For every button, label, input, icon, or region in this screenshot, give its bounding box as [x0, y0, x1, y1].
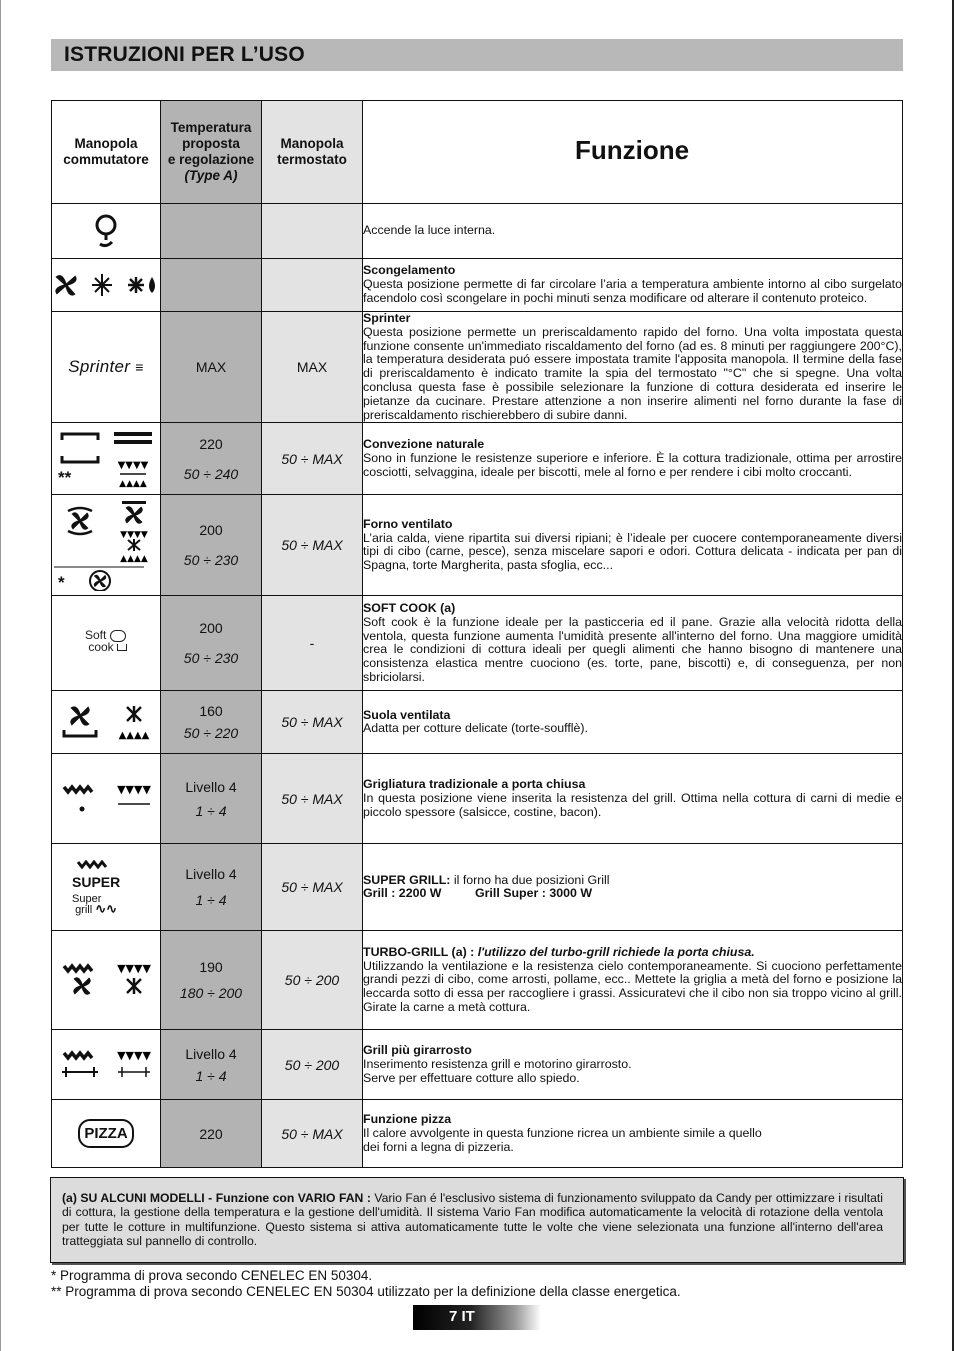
temperature-cell: [161, 423, 262, 495]
header-function-title: Funzione: [575, 134, 690, 165]
temperature-cell: [161, 754, 262, 844]
grill-element-icon: [64, 787, 92, 792]
fan-ring-icon: [68, 508, 92, 534]
function-icon-cell: [52, 1100, 161, 1168]
description-text: Questa posizione permette di far circolare l’aria a temperatura ambiente intorno al cibo surgelato facendolo così scongelare in pochi minuti senza modificare od alterare il contenuto proteico.: [363, 277, 902, 305]
temperature-range: 1 ÷ 4: [195, 1067, 227, 1084]
section-header: [51, 39, 903, 71]
lightbulb-icon: [91, 213, 121, 249]
note-title: (a) SU ALCUNI MODELLI - Funzione con VARIO FAN :: [62, 1191, 371, 1205]
turbo-grill-icons: [54, 960, 158, 1000]
thermostat-value: 50 ÷ MAX: [281, 450, 343, 467]
description-text: dei forni a legna di pizzeria.: [363, 1139, 514, 1154]
function-icon-cell: [52, 596, 161, 691]
header-text: commutatore: [63, 152, 149, 167]
description-title: TURBO-GRILL (a) :: [363, 944, 475, 959]
grill-element-icon: [76, 860, 120, 872]
description-text: Adatta per cotture delicate (torte-soufflè).: [363, 721, 588, 736]
thermostat-value: MAX: [296, 359, 328, 376]
temperature-cell: [161, 259, 262, 312]
function-icon-cell: [52, 312, 161, 423]
table-row: [52, 844, 903, 931]
bottom-element-icon: [62, 456, 98, 462]
function-description: [363, 423, 903, 495]
function-description: [363, 691, 903, 754]
function-description: [363, 596, 903, 691]
function-description: [363, 312, 903, 423]
header-thermostat: [262, 101, 363, 204]
svg-text:▲▲▲▲: ▲▲▲▲: [120, 554, 148, 565]
soft-cook-icon: [85, 630, 127, 653]
description-text: Accende la luce interna.: [363, 223, 496, 238]
description-title: Forno ventilato: [363, 516, 453, 531]
thermostat-cell: [262, 423, 363, 495]
thermostat-value: 50 ÷ MAX: [281, 1125, 343, 1142]
table-row: [52, 312, 903, 423]
section-title: ISTRUZIONI PER L’USO: [64, 43, 305, 66]
svg-text:▼▼▼▼: ▼▼▼▼: [117, 459, 149, 471]
temperature-value: Livello 4: [185, 1045, 237, 1062]
function-icon-cell: [52, 495, 161, 596]
table-row: [52, 423, 903, 495]
soft-cook-label: cook: [88, 640, 114, 655]
snowflake-drop-icon: [128, 277, 155, 293]
function-description: [363, 495, 903, 596]
table-row: [52, 931, 903, 1030]
svg-text:▼▼▼▼: ▼▼▼▼: [120, 530, 148, 541]
table-row: [52, 259, 903, 312]
description-title: Grill più girarrosto: [363, 1043, 472, 1058]
description-note: l'utilizzo del turbo-grill richiede la porta chiusa.: [474, 944, 755, 959]
function-icon-cell: [52, 1030, 161, 1100]
description-title: SOFT COOK (a): [363, 600, 456, 615]
header-text: termostato: [277, 152, 347, 167]
top-element-icon: [62, 434, 98, 440]
sprinter-icon: [52, 357, 160, 377]
temperature-range: 1 ÷ 4: [195, 802, 227, 819]
header-text: Manopola: [74, 136, 138, 151]
grill-icons: [54, 779, 158, 819]
temperature-value: 200: [199, 522, 223, 539]
grill-rotisserie-icons: [54, 1047, 158, 1083]
super-grill-label: grill: [75, 903, 93, 916]
thermostat-cell: [262, 204, 363, 259]
header-text: Temperatura: [170, 120, 252, 135]
super-label: SUPER: [72, 873, 121, 890]
pizza-icon: [78, 1119, 133, 1148]
function-description: [363, 754, 903, 844]
header-text: (Type A): [184, 168, 238, 183]
footnote: ** Programma di prova secondo CENELEC EN 50304 utilizzato per la definizione della classe energetica.: [51, 1284, 681, 1299]
function-icon-cell: [52, 423, 161, 495]
temperature-cell: [161, 844, 262, 931]
fan-oven-icons: [54, 499, 158, 591]
temperature-value: 200: [199, 620, 223, 637]
temperature-value: Livello 4: [185, 866, 237, 883]
table-row: [52, 204, 903, 259]
function-description: [363, 844, 903, 931]
header-function: [363, 101, 903, 204]
temperature-range: 1 ÷ 4: [195, 892, 227, 909]
temperature-cell: [161, 312, 262, 423]
thermostat-value: 50 ÷ MAX: [281, 879, 343, 896]
description-title: Sprinter: [363, 311, 411, 325]
test-marker: *: [58, 573, 65, 593]
description-text: Questa posizione permette un preriscaldamento rapido del forno. Una volta impostata questa funzione consente un'immediato riscaldamento del forno (ad es. 8 minuti per raggiungere 200°C), la temperatura desiderata puó essere impostata tramite l'apposita manopola. Il termine della fase di preriscaldamento è indicato tramite la spia del termostato "°C" che si spegne. Una volta conclusa questa fase è possibile selezionare la funzione di cottura desiderata ed inserire le pietanze da cucinare. Prestare attenzione a non inserire alimenti nel forno durante la fase di preriscaldamento rischierebbero di subire danni.: [363, 324, 902, 422]
temperature-range: 50 ÷ 230: [183, 650, 239, 667]
lines-icon: ≡: [135, 359, 144, 376]
fan-icon: [56, 276, 75, 295]
thermostat-value: 50 ÷ MAX: [281, 537, 343, 554]
svg-text:▼▼▼▼: ▼▼▼▼: [117, 782, 151, 796]
temperature-cell: [161, 931, 262, 1030]
energy-test-marker: **: [58, 468, 72, 488]
fan-bottom-icons: [54, 702, 158, 742]
description-text: In questa posizione viene inserita la resistenza del grill. Ottima nella cottura di carni di medie e piccolo spessore (salsicce, costine, bacon).: [363, 790, 902, 819]
temperature-cell: [161, 204, 262, 259]
table-row: [52, 596, 903, 691]
temperature-cell: [161, 596, 262, 691]
pizza-icon-label: PIZZA: [84, 1125, 128, 1143]
function-icon-cell: [52, 931, 161, 1030]
description-text: Soft cook è la funzione ideale per la pasticceria ed il pane. Grazie alla velocità ridotta della ventola, questa funzione aumenta l'umidità presente all'interno del forno. Una maggiore umidità crea le condizioni di cottura ideali per quegli alimenti che hanno bisogno di mantenere una consistenza elastica mentre cuociono (es. torte, pane, biscotti) e, di conseguenza, per non sbriciolarsi.: [363, 614, 902, 684]
description-title: Funzione pizza: [363, 1112, 452, 1127]
temperature-cell: [161, 1030, 262, 1100]
functions-table: [51, 100, 903, 1168]
thermostat-cell: [262, 596, 363, 691]
function-icon-cell: [52, 259, 161, 312]
thermostat-value: 50 ÷ MAX: [281, 790, 343, 807]
thermostat-value: 50 ÷ MAX: [281, 714, 343, 731]
temperature-value: 160: [199, 703, 223, 720]
page-number-tab: [413, 1305, 541, 1330]
function-description: [363, 204, 903, 259]
grill-power: Grill : 2200 W: [363, 886, 442, 901]
vario-fan-note: [50, 1177, 904, 1263]
super-grill-label: Super: [72, 892, 102, 905]
thermostat-value: 50 ÷ 200: [284, 972, 340, 989]
svg-text:▼▼▼▼: ▼▼▼▼: [117, 1048, 151, 1062]
description-title: Scongelamento: [363, 263, 456, 278]
table-row: [52, 495, 903, 596]
snowflake-fan-icon: [92, 274, 112, 296]
svg-text:▼▼▼▼: ▼▼▼▼: [117, 962, 151, 976]
description-text: il forno ha due posizioni Grill: [450, 872, 610, 887]
description-text: Il calore avvolgente in questa funzione ricrea un ambiente simile a quello: [363, 1125, 762, 1140]
table-row: [52, 691, 903, 754]
function-icon-cell: [52, 204, 161, 259]
fan-circle-icon: [90, 571, 110, 591]
thermostat-cell: [262, 259, 363, 312]
temperature-value: MAX: [195, 359, 227, 376]
table-header-row: [52, 101, 903, 204]
header-text: Manopola: [280, 136, 344, 151]
temperature-cell: [161, 495, 262, 596]
description-text: Utilizzando la ventilazione e la resistenza cielo contemporaneamente. Si cuociono perfettamente grandi pezzi di cibo, come arrosti, pollame, ecc.. Mettete la griglia a metà del forno e posizione la leccarda sotto di essa per raccogliere i grassi. Assicuratevi che il cibo non sia troppo vicino al grill. Girate la carne a metà cottura.: [363, 958, 902, 1015]
description-title: SUPER GRILL:: [363, 872, 451, 887]
thermostat-cell: [262, 931, 363, 1030]
temperature-value: Livello 4: [185, 778, 237, 795]
temperature-value: 220: [199, 1125, 223, 1142]
svg-text:▲▲▲▲: ▲▲▲▲: [118, 730, 150, 742]
defrost-icons: [54, 270, 158, 300]
thermostat-cell: [262, 754, 363, 844]
description-title: Convezione naturale: [363, 437, 485, 452]
page-number: 7 IT: [449, 1308, 475, 1325]
description-text: L’aria calda, viene ripartita sui diversi ripiani; è l’ideale per cuocere contemporaneamente diversi tipi di cibo (carne, pesce), senza miscelare sapori e odori. Cottura delicata - indicata per pan di Spagna, torte Margherita, pasta sfoglia, ecc...: [363, 530, 902, 573]
description-text: Sono in funzione le resistenze superiore e inferiore. È la cottura tradizionale, ottima per arrostire cosciotti, selvaggina, ideale per biscotti, mele al forno e per rendere i cibi molto croccanti.: [363, 450, 902, 479]
thermostat-cell: [262, 1030, 363, 1100]
fan-top-icon: [122, 501, 146, 523]
temperature-range: 180 ÷ 200: [179, 985, 243, 1002]
table-row: [52, 754, 903, 844]
spit-icon: [62, 1067, 98, 1077]
function-description: [363, 1100, 903, 1168]
table-row: [52, 1100, 903, 1168]
function-icon-cell: [52, 844, 161, 931]
temperature-value: 220: [199, 435, 223, 452]
function-description: [363, 931, 903, 1030]
thermostat-cell: [262, 1100, 363, 1168]
description-title: Grigliatura tradizionale a porta chiusa: [363, 777, 586, 792]
page-edge-left: [0, 0, 1, 1351]
header-text: proposta: [182, 136, 240, 151]
function-description: [363, 1030, 903, 1100]
thermostat-cell: [262, 691, 363, 754]
description-text: Inserimento resistenza grill e motorino girarrosto.: [363, 1056, 632, 1071]
header-temperature: [161, 101, 262, 204]
note-text: Vario Fan é l'esclusivo sistema di funzionamento sviluppato da Candy per ottimizzare i risultati di cottura, la gestione della temperatura e la gestione dell'umidità. Il sistema Vario Fan modifica automaticamente la velocità di rotazione della ventola per tutte le cotture in multifunzione. Questo sistema si attiva automaticamente tutte le volte che viene selezionata una funzione all'interno dell'area tratteggiata sul pannello di controllo.: [62, 1191, 884, 1249]
thermostat-cell: [262, 495, 363, 596]
header-selector-knob: [52, 101, 161, 204]
sprinter-icon-label: Sprinter: [68, 357, 131, 377]
super-grill-icon: Super grill ∿∿: [72, 892, 118, 916]
table-row: [52, 1030, 903, 1100]
temperature-range: 50 ÷ 240: [183, 465, 239, 482]
grill-super-power: Grill Super : 3000 W: [474, 886, 593, 901]
temperature-value: 190: [199, 959, 223, 976]
temperature-range: 50 ÷ 230: [183, 552, 239, 569]
svg-text:▲▲▲▲: ▲▲▲▲: [119, 478, 147, 489]
function-description: [363, 259, 903, 312]
footnote: * Programma di prova secondo CENELEC EN 50304.: [51, 1268, 373, 1283]
soft-cook-label: Soft: [84, 628, 107, 643]
thermostat-value: -: [309, 635, 315, 652]
function-icon-cell: [52, 691, 161, 754]
description-text: Serve per effettuare cotture allo spiedo.: [363, 1070, 580, 1085]
function-icon-cell: [52, 754, 161, 844]
thermostat-cell: [262, 844, 363, 931]
description-title: Suola ventilata: [363, 707, 451, 722]
temperature-cell: [161, 1100, 262, 1168]
thermostat-cell: [262, 312, 363, 423]
temperature-cell: [161, 691, 262, 754]
temperature-range: 50 ÷ 220: [183, 725, 239, 742]
thermostat-value: 50 ÷ 200: [284, 1056, 340, 1073]
header-text: e regolazione: [167, 152, 255, 167]
